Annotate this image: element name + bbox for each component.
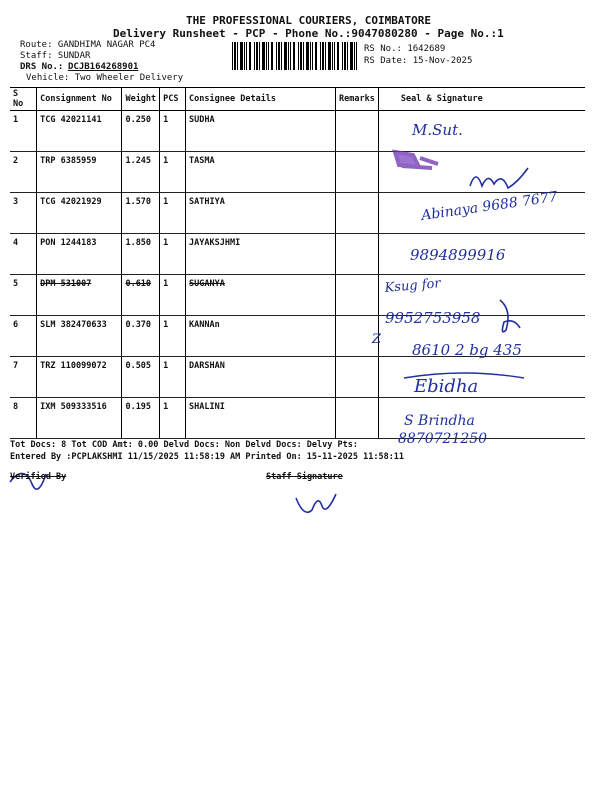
col-signature: Seal & Signature: [378, 88, 585, 111]
col-pcs: PCS: [160, 88, 186, 111]
row-sno: 4: [10, 234, 37, 275]
row-remarks: [336, 193, 379, 234]
row-weight: 0.195: [122, 398, 160, 439]
row-sno: 2: [10, 152, 37, 193]
vehicle-info: Vehicle: Two Wheeler Delivery: [26, 73, 184, 83]
signature-8-phone: 8870721250: [398, 431, 488, 447]
row-weight: 0.505: [122, 357, 160, 398]
staff-signature-label: Staff Signature: [266, 472, 343, 482]
table-row: [10, 357, 585, 398]
row-weight: 1.850: [122, 234, 160, 275]
row-pcs: 1: [160, 193, 186, 234]
table-row: [10, 275, 585, 316]
company-name: THE PROFESSIONAL COURIERS, COIMBATORE: [186, 14, 432, 27]
row-remarks: [336, 111, 379, 152]
signature-8: S Brindha: [404, 413, 475, 429]
signature-7: Ebidha: [414, 376, 479, 397]
row-signature: [378, 316, 585, 357]
route-info: Route: GANDHIMA NAGAR PC4: [20, 40, 156, 50]
row-weight: 0.370: [122, 316, 160, 357]
row-weight: 1.245: [122, 152, 160, 193]
row-pcs: 1: [160, 398, 186, 439]
row-consignment: TCG 42021141: [37, 111, 122, 152]
row-weight: 0.250: [122, 111, 160, 152]
runsheet-subtitle: Delivery Runsheet - PCP - Phone No.:9047080280 - Page No.:1: [113, 27, 504, 40]
signature-5-phone: 9952753958: [385, 309, 481, 327]
row-weight: 1.570: [122, 193, 160, 234]
row-pcs: 1: [160, 111, 186, 152]
rs-number: RS No.: 1642689: [364, 44, 446, 54]
row-consignment: TRP 6385959: [37, 152, 122, 193]
runsheet-table: [10, 87, 585, 439]
row-sno: 3: [10, 193, 37, 234]
table-row: [10, 234, 585, 275]
entered-by-line: Entered By :PCPLAKSHMI 11/15/2025 11:58:19 AM Printed On: 15-11-2025 11:58:11: [10, 452, 405, 462]
row-remarks: [336, 234, 379, 275]
row-consignee: SATHIYA: [186, 193, 336, 234]
rs-date: RS Date: 15-Nov-2025: [364, 56, 473, 66]
verified-by-label: Verified By: [10, 472, 67, 482]
staff-info: Staff: SUNDAR: [20, 51, 91, 61]
row-sno: 6: [10, 316, 37, 357]
row-signature: [378, 275, 585, 316]
row-signature: [378, 398, 585, 439]
row-remarks: [336, 316, 379, 357]
row-signature: [378, 193, 585, 234]
row-consignment: DPM 531007: [37, 275, 122, 316]
row-consignee: DARSHAN: [186, 357, 336, 398]
row-signature: [378, 234, 585, 275]
row-sno: 8: [10, 398, 37, 439]
row-consignment: TCG 42021929: [37, 193, 122, 234]
row-consignee: SHALINI: [186, 398, 336, 439]
row-consignee: TASMA: [186, 152, 336, 193]
row-pcs: 1: [160, 234, 186, 275]
signature-6: 8610 2 bg 435: [412, 341, 522, 359]
row-consignment: IXM 509333516: [37, 398, 122, 439]
row-sno: 7: [10, 357, 37, 398]
table-row: [10, 152, 585, 193]
signature-3: Abinaya 9688 7677: [420, 189, 559, 224]
barcode: [232, 42, 360, 70]
col-sno: S No: [10, 88, 37, 111]
row-remarks: [336, 357, 379, 398]
staff-signature-mark: [296, 494, 336, 512]
totals-line: Tot Docs: 8 Tot COD Amt: 0.00 Delvd Docs: Non Delvd Docs: Delvy Pts:: [10, 440, 358, 450]
signature-1: M.Sut.: [412, 121, 463, 139]
row-consignment: SLM 382470633: [37, 316, 122, 357]
mark-z: Z: [372, 332, 382, 347]
col-consignee: Consignee Details: [186, 88, 336, 111]
row-remarks: [336, 275, 379, 316]
row-remarks: [336, 398, 379, 439]
row-remarks: [336, 152, 379, 193]
row-consignment: PON 1244183: [37, 234, 122, 275]
table-row: [10, 193, 585, 234]
signature-5: Ksug for: [384, 276, 442, 296]
table-row: [10, 316, 585, 357]
row-sno: 1: [10, 111, 37, 152]
row-consignee: SUDHA: [186, 111, 336, 152]
drs-label: DRS No.:: [20, 62, 64, 72]
col-weight: Weight: [122, 88, 160, 111]
row-signature: [378, 152, 585, 193]
row-pcs: 1: [160, 316, 186, 357]
row-pcs: 1: [160, 357, 186, 398]
row-signature: [378, 357, 585, 398]
col-consignment: Consignment No: [37, 88, 122, 111]
row-pcs: 1: [160, 152, 186, 193]
col-remarks: Remarks: [336, 88, 379, 111]
table-row: [10, 111, 585, 152]
signature-4: 9894899916: [410, 246, 506, 264]
row-sno: 5: [10, 275, 37, 316]
row-signature: [378, 111, 585, 152]
drs-number: DCJB164268901: [68, 62, 139, 72]
row-pcs: 1: [160, 275, 186, 316]
table-row: [10, 398, 585, 439]
row-consignee: JAYAKSJHMI: [186, 234, 336, 275]
table-header-row: [10, 88, 585, 111]
row-consignment: TRZ 110099072: [37, 357, 122, 398]
row-consignee: KANNAn: [186, 316, 336, 357]
row-consignee: SUGANYA: [186, 275, 336, 316]
row-weight: 0.610: [122, 275, 160, 316]
